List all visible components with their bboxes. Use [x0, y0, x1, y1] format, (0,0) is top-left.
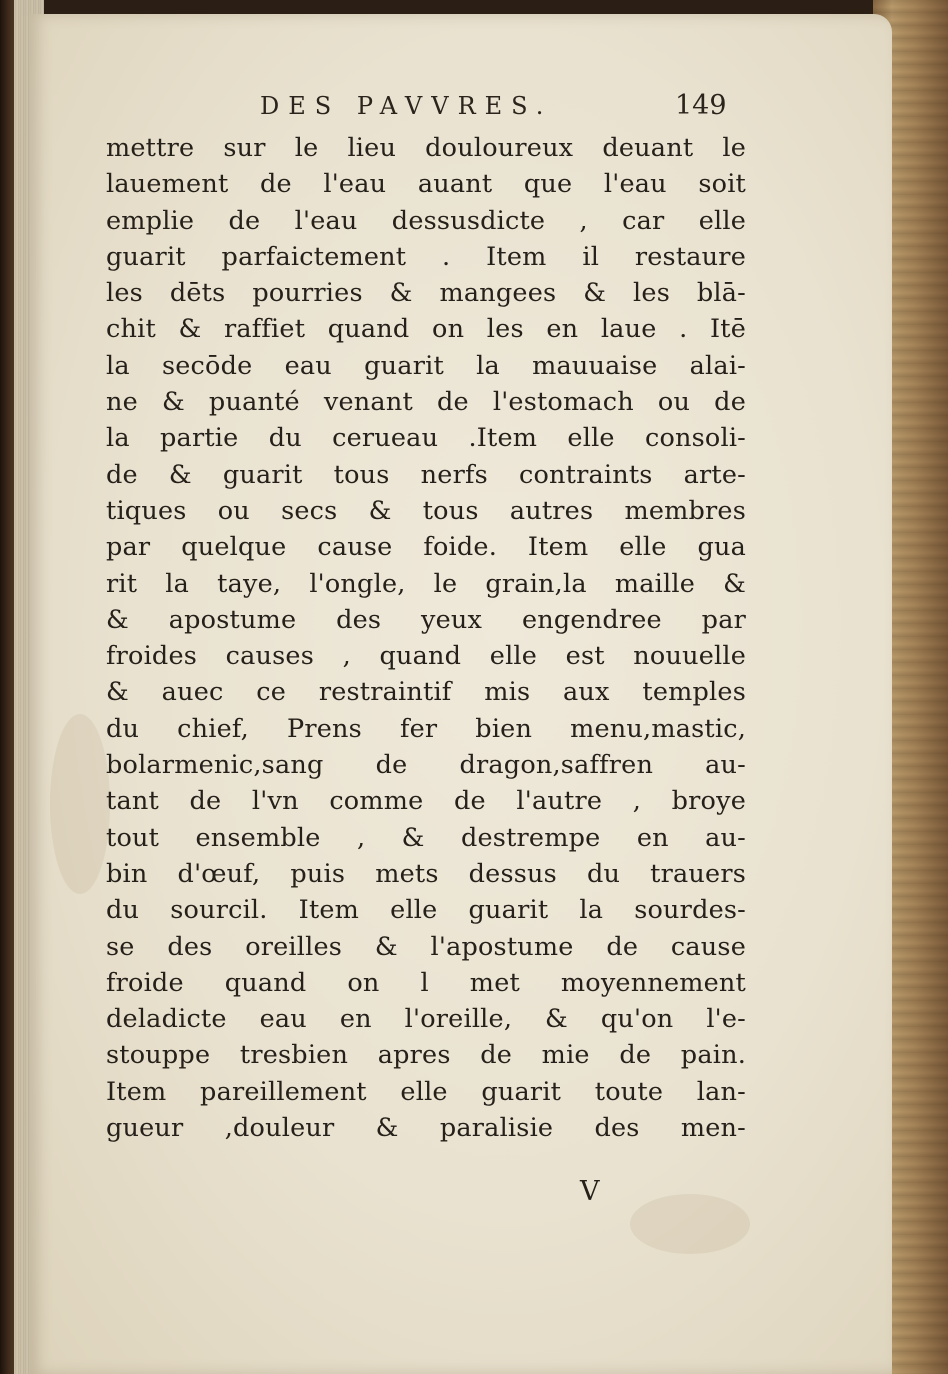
- text-line: gueur ,douleur & paralisie des men-: [106, 1113, 746, 1144]
- text-line: du chief, Prens fer bien menu,mastic,: [106, 713, 746, 744]
- page-number: 149: [675, 90, 727, 121]
- text-line: tiques ou secs & tous autres membres: [106, 495, 746, 526]
- text-line: chit & raffiet quand on les en laue . Itē: [106, 314, 746, 345]
- text-line: lauement de l'eau auant que l'eau soit: [106, 169, 746, 200]
- text-line: stouppe tresbien apres de mie de pain.: [106, 1040, 746, 1071]
- text-line: froides causes , quand elle est nouuelle: [106, 641, 746, 672]
- text-line: tout ensemble , & destrempe en au-: [106, 822, 746, 853]
- text-line: mettre sur le lieu douloureux deuant le: [106, 133, 746, 163]
- text-line: guarit parfaictement . Item il restaure: [106, 241, 746, 272]
- text-line: les dēts pourries & mangees & les blā-: [106, 278, 746, 309]
- catchword: V: [580, 1176, 600, 1207]
- body-text: [106, 130, 746, 1146]
- book-page: [30, 14, 892, 1374]
- text-line: de & guarit tous nerfs contraints arte-: [106, 459, 746, 490]
- text-line: la partie du cerueau .Item elle consoli-: [106, 423, 746, 454]
- text-line: deladicte eau en l'oreille, & qu'on l'e-: [106, 1004, 746, 1035]
- text-line: & apostume des yeux engendree par: [106, 604, 746, 635]
- text-line: emplie de l'eau dessusdicte , car elle: [106, 205, 746, 236]
- text-line: bin d'œuf, puis mets dessus du trauers: [106, 858, 746, 889]
- page-stain: [630, 1194, 750, 1254]
- text-line: du sourcil. Item elle guarit la sourdes-: [106, 895, 746, 926]
- text-line: se des oreilles & l'apostume de cause: [106, 931, 746, 962]
- text-line: la secōde eau guarit la mauuaise alai-: [106, 350, 746, 381]
- text-line: tant de l'vn comme de l'autre , broye: [106, 786, 746, 817]
- page-stain: [50, 714, 110, 894]
- text-line: ne & puanté venant de l'estomach ou de: [106, 387, 746, 418]
- running-title: DES PAVVRES.: [260, 92, 553, 120]
- text-line: Item pareillement elle guarit toute lan-: [106, 1076, 746, 1107]
- text-line: par quelque cause foide. Item elle gua: [106, 532, 746, 563]
- page-header: [30, 92, 892, 132]
- text-line: rit la taye, l'ongle, le grain,la maille &: [106, 568, 746, 599]
- text-line: bolarmenic,sang de dragon,saffren au-: [106, 750, 746, 781]
- text-line: & auec ce restraintif mis aux temples: [106, 677, 746, 708]
- text-line: froide quand on l met moyennement: [106, 967, 746, 998]
